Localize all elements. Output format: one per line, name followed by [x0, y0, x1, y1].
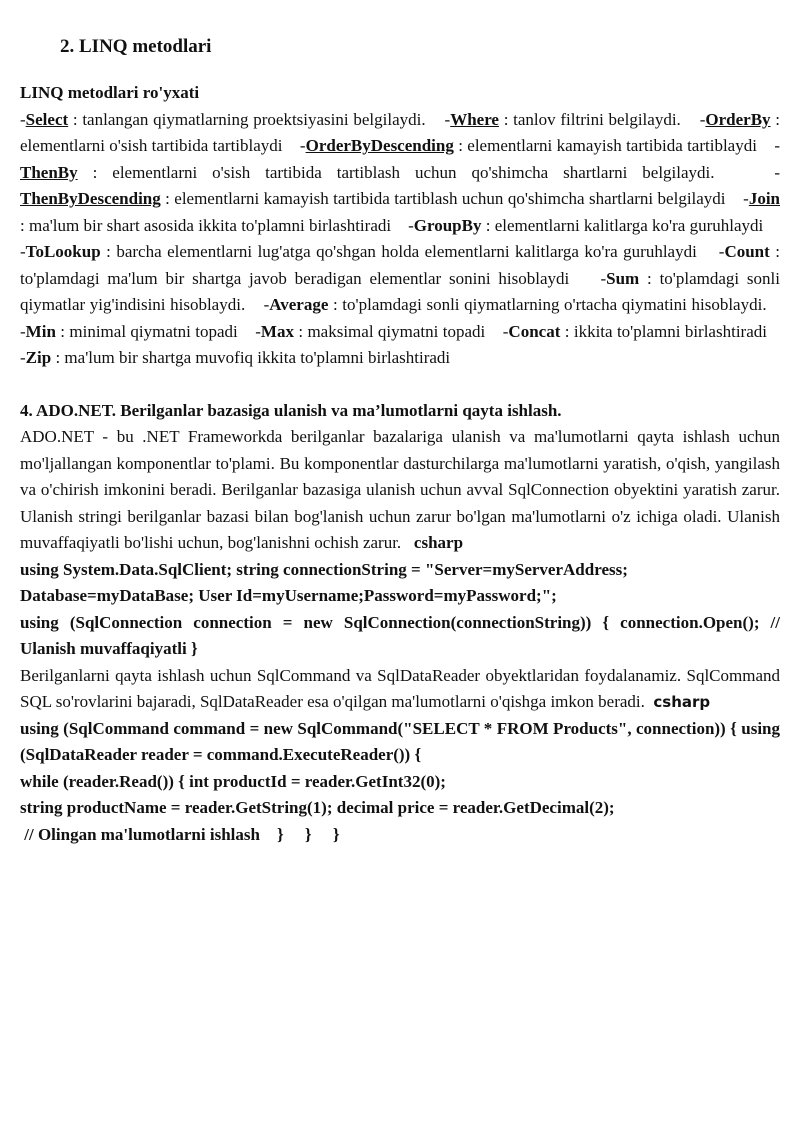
method-item: -GroupBy : elementlarni kalitlarga ko'ra guruhlaydi [408, 215, 764, 235]
methods-paragraph [20, 107, 780, 372]
method-desc: : elementlarni o'sish tartibida tartiblaydi [20, 109, 780, 155]
section-heading: 2. LINQ metodlari [60, 36, 212, 57]
method-name: Join [748, 189, 781, 208]
method-desc: : ikkita to'plamni birlashtiradi [560, 321, 767, 341]
method-name: OrderByDescending [305, 136, 454, 155]
method-item: -OrderByDescending : elementlarni kamayish tartibida tartiblaydi [299, 136, 757, 155]
method-name: Max [260, 321, 294, 341]
method-name: OrderBy [705, 109, 771, 129]
method-name: Select [25, 109, 69, 129]
method-name: Where [450, 109, 499, 129]
method-name: Zip [25, 348, 52, 367]
method-name: Count [724, 242, 770, 261]
code-line-1: using System.Data.SqlClient; string connectionString = "Server=myServerAddress; [20, 559, 628, 579]
method-desc: : minimal qiymatni topadi [55, 321, 238, 341]
para1-text: ADO.NET - bu .NET Frameworkda berilganlar bazalariga ulanish va ma'lumotlarni qayta ishlash uchun mo'ljallangan komponentlar to'plami. Bu komponentlar dasturchilarga ma'lumotlarni yaratish, o'qish, yangilash va o'chirish imkonini beradi. Berilganlar bazasiga ulanish uchun avval SqlConnection obyektini yaratish zarur. Ulanish stringi berilganlar bazasi bilan bog'lanish uchun zarur bo'lgan ma'lumotlarni o'z ichiga oladi. Ulanish muvaffaqiyatli bo'lishi uchun, bog'lanishni ochish zarur. [20, 427, 780, 552]
method-item: -ThenByDescending : elementlarni kamayish tartibida tartiblash uchun qo'shimcha shartlarni belgilaydi [20, 162, 780, 208]
method-item: -ToLookup : barcha elementlarni lug'atga qo'shgan holda elementlarni kalitlarga ko'ra guruhlaydi [20, 242, 697, 261]
method-item: -Select : tanlangan qiymatlarning proektsiyasini belgilaydi. [20, 109, 426, 129]
method-item: -OrderBy : elementlarni o'sish tartibida tartiblaydi [20, 109, 780, 155]
para2-text: Berilganlarni qayta ishlash uchun SqlCommand va SqlDataReader obyektlaridan foydalanamiz. SqlCommand SQL so'rovlarini bajaradi, SqlDataReader esa o'qilgan ma'lumotlarni o'qishga imkon beradi. [20, 665, 780, 711]
method-item: -Zip : ma'lum bir shartga muvofiq ikkita to'plamni birlashtiradi [20, 348, 451, 367]
method-desc: : maksimal qiymatni topadi [293, 321, 486, 341]
method-name: Average [269, 295, 329, 314]
method-name: ToLookup [25, 242, 101, 261]
code-line-6: string productName = reader.GetString(1); decimal price = reader.GetDecimal(2); [20, 798, 615, 817]
section4-title: 4. ADO.NET. Berilganlar bazasiga ulanish va ma’lumotlarni qayta ishlash. [20, 400, 562, 420]
method-desc: : to'plamdagi sonli qiymatlar yig'indisini hisoblaydi. [20, 268, 780, 314]
method-name: ThenByDescending [20, 189, 161, 208]
method-desc: : to'plamdagi ma'lum bir shartga javob beradigan elementlar sonini hisoblaydi [20, 242, 781, 288]
list-title: LINQ metodlari ro'yxati [20, 83, 200, 102]
document-page [20, 32, 780, 848]
method-item: -Concat : ikkita to'plamni birlashtiradi [502, 321, 767, 341]
method-desc: : barcha elementlarni lug'atga qo'shgan holda elementlarni kalitlarga ko'ra guruhlaydi [100, 242, 697, 261]
method-desc: : to'plamdagi sonli qiymatlarning o'rtacha qiymatini hisoblaydi. [328, 295, 767, 314]
lang-tag: csharp [413, 533, 464, 552]
method-item: -Min : minimal qiymatni topadi [20, 321, 238, 341]
code-line-5: while (reader.Read()) { int productId = reader.GetInt32(0); [20, 771, 446, 791]
method-name: Min [25, 321, 56, 341]
method-desc: : tanlangan qiymatlarning proektsiyasini belgilaydi. [68, 109, 426, 129]
code-line-3: using (SqlConnection connection = new SqlConnection(connectionString)) { connection.Open(); // Ulanish muvaffaqiyatli } [20, 612, 780, 658]
method-desc: : elementlarni kamayish tartibida tartiblaydi [453, 136, 757, 155]
method-item: -Max : maksimal qiymatni topadi [255, 321, 486, 341]
method-item: -Where : tanlov filtrini belgilaydi. [444, 109, 681, 129]
method-item: -ThenBy : elementlarni o'sish tartibida tartiblash uchun qo'shimcha shartlarni belgilaydi. [20, 136, 781, 182]
method-name: Sum [606, 268, 640, 288]
method-name: Concat [508, 321, 561, 341]
method-item: -Average : to'plamdagi sonli qiymatlarning o'rtacha qiymatini hisoblaydi. [263, 295, 767, 314]
method-name: ThenBy [20, 162, 78, 182]
code-line-7: // Olingan ma'lumotlarni ishlash } } } [20, 824, 340, 844]
method-desc: : ma'lum bir shart asosida ikkita to'plamni birlashtiradi [20, 215, 392, 235]
method-name: GroupBy [413, 215, 482, 235]
code-line-4: using (SqlCommand command = new SqlCommand("SELECT * FROM Products", connection)) { using (SqlDataReader reader = command.ExecuteReader()) { [20, 718, 780, 764]
method-item: -Count : to'plamdagi ma'lum bir shartga javob beradigan elementlar sonini hisoblaydi [20, 242, 781, 288]
method-item: -Join : ma'lum bir shart asosida ikkita to'plamni birlashtiradi [20, 189, 781, 235]
method-desc: : elementlarni kamayish tartibida tartiblash uchun qo'shimcha shartlarni belgilaydi [160, 189, 726, 208]
method-desc: : elementlarni kalitlarga ko'ra guruhlaydi [481, 215, 764, 235]
method-desc: : tanlov filtrini belgilaydi. [498, 109, 681, 129]
section4-paragraph-2 [20, 663, 780, 716]
lang-tag: csharp [653, 693, 711, 711]
method-item: -Sum : to'plamdagi sonli qiymatlar yig'indisini hisoblaydi. [20, 268, 780, 314]
method-desc: : elementlarni o'sish tartibida tartiblash uchun qo'shimcha shartlarni belgilaydi. [77, 162, 715, 182]
method-desc: : ma'lum bir shartga muvofiq ikkita to'plamni birlashtiradi [51, 348, 451, 367]
section4-paragraph-1 [20, 424, 780, 557]
code-line-2: Database=myDataBase; User Id=myUsername;Password=myPassword;"; [20, 586, 557, 605]
